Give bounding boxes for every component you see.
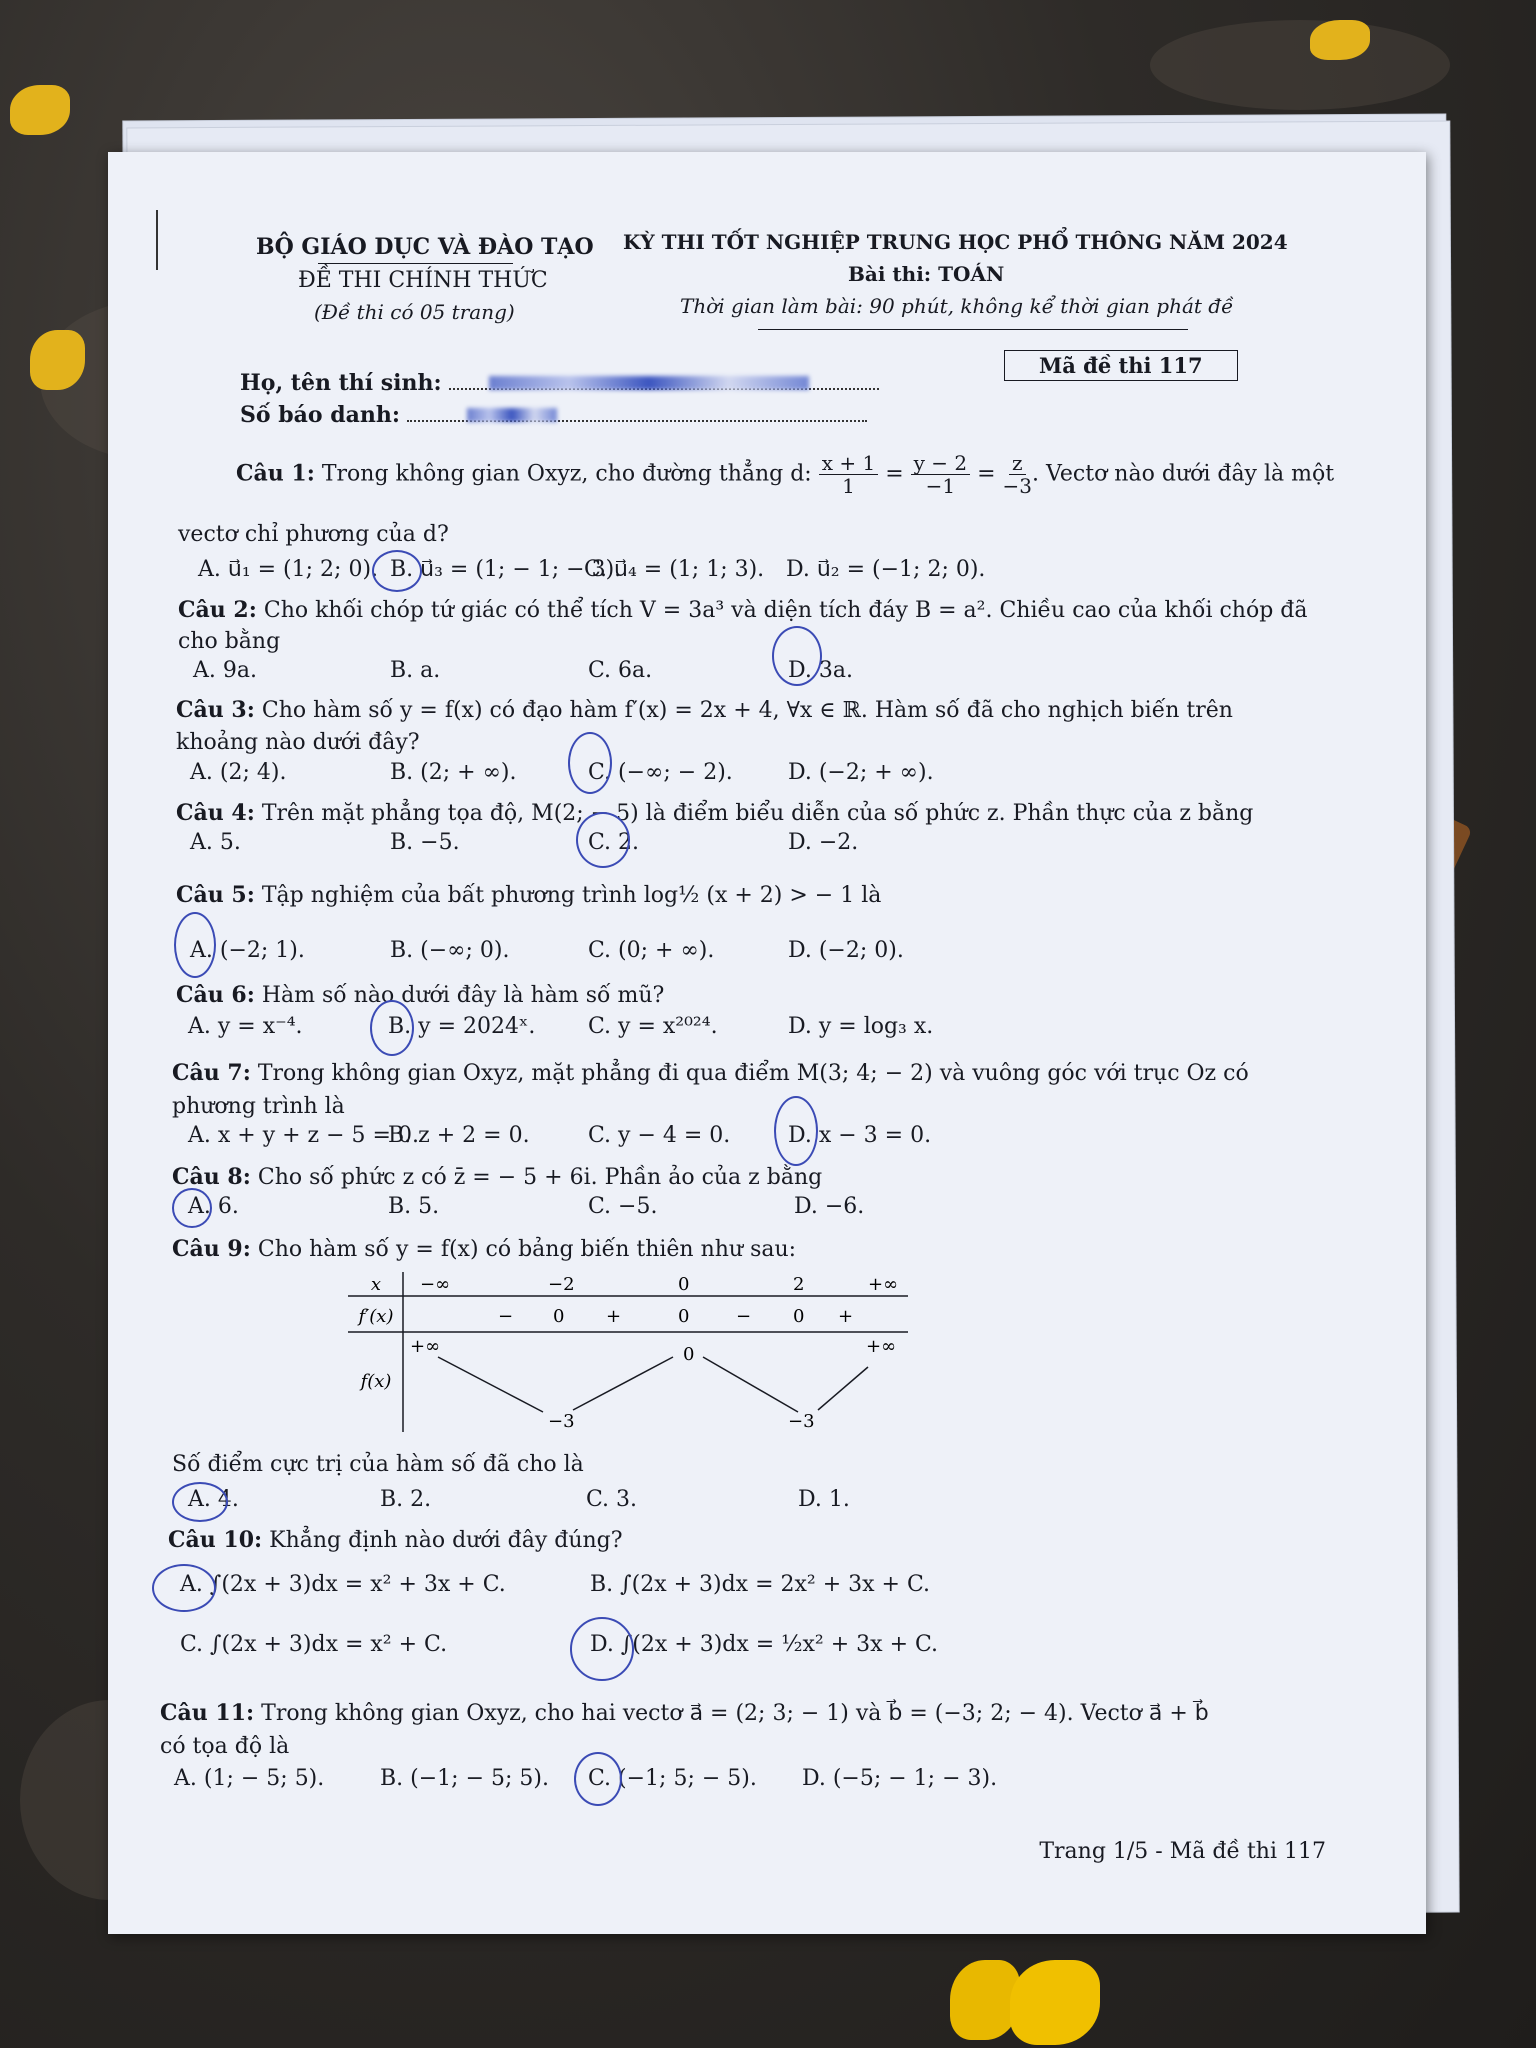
answer-mark [172, 1188, 212, 1228]
question-text: Cho số phức z có z̄ = − 5 + 6i. Phần ảo của z bằng [257, 1165, 823, 1190]
answer-mark [372, 550, 422, 592]
vt-x-value: −∞ [420, 1274, 451, 1295]
vt-f-value: −3 [548, 1411, 575, 1432]
option-d[interactable]: D. (−2; + ∞). [788, 760, 934, 785]
vt-x-value: 0 [678, 1274, 690, 1295]
question-6 [176, 982, 664, 1008]
question-label: Câu 4: [176, 800, 255, 826]
fraction [819, 452, 878, 497]
option-d[interactable]: D. x − 3 = 0. [788, 1123, 932, 1148]
question-8 [172, 1164, 822, 1190]
frac-den: −1 [925, 474, 956, 498]
option-b[interactable]: B. 5. [388, 1194, 440, 1219]
option-c[interactable]: C. ∫(2x + 3)dx = x² + C. [180, 1632, 448, 1657]
option-d[interactable]: D. y = log₃ x. [788, 1014, 934, 1039]
ministry-name: BỘ GIÁO DỤC VÀ ĐÀO TẠO [256, 234, 594, 260]
frac-den: 1 [842, 474, 855, 498]
question-7 [172, 1060, 1249, 1086]
option-d[interactable]: D. (−2; 0). [788, 938, 904, 963]
header-rule [318, 263, 513, 264]
option-c[interactable]: C. −5. [588, 1194, 658, 1219]
option-d[interactable]: D. 1. [798, 1487, 850, 1512]
question-4 [176, 800, 1253, 826]
frac-num: y − 2 [911, 452, 971, 475]
exam-code-box: Mã đề thi 117 [1004, 350, 1238, 381]
candidate-name-label: Họ, tên thí sinh: [240, 370, 442, 396]
vt-x-value: −2 [548, 1274, 575, 1295]
option-a[interactable]: A. (1; − 5; 5). [174, 1766, 325, 1791]
option-b[interactable]: B. a. [390, 658, 441, 683]
option-b[interactable]: B. −5. [390, 830, 460, 855]
answer-mark [570, 1617, 634, 1681]
question-text: vectơ chỉ phương của d? [178, 522, 449, 547]
question-9 [172, 1236, 796, 1262]
option-c[interactable]: C. 3. [586, 1487, 638, 1512]
question-text: Trong không gian Oxyz, cho đường thẳng d: [321, 461, 812, 487]
leaf-icon [30, 330, 85, 390]
option-b[interactable]: B. (−1; − 5; 5). [380, 1766, 549, 1791]
question-text: có tọa độ là [160, 1734, 290, 1759]
frac-den: −3 [1002, 474, 1033, 498]
candidate-id-field [407, 406, 867, 422]
option-c[interactable]: C. 6a. [588, 658, 653, 683]
candidate-id-row [240, 402, 867, 428]
redacted-name [489, 376, 809, 390]
candidate-name-row [240, 370, 879, 396]
vt-x-value: +∞ [868, 1274, 899, 1295]
vt-fprime-value: − [736, 1306, 752, 1327]
vt-fprime-value: 0 [793, 1306, 805, 1327]
option-c[interactable]: C. (−∞; − 2). [588, 760, 733, 785]
vt-fprime-label: f′(x) [358, 1306, 394, 1327]
question-text: Cho hàm số y = f(x) có bảng biến thiên như sau: [257, 1237, 797, 1262]
option-c[interactable]: C. (−1; 5; − 5). [588, 1766, 757, 1791]
ground-texture [1150, 20, 1450, 110]
option-a[interactable]: A. 4. [188, 1487, 239, 1512]
option-c[interactable]: C. (0; + ∞). [588, 938, 715, 963]
option-a[interactable]: A. ∫(2x + 3)dx = x² + 3x + C. [180, 1572, 506, 1597]
question-label: Câu 8: [172, 1164, 251, 1190]
option-d[interactable]: D. ∫(2x + 3)dx = ½x² + 3x + C. [590, 1632, 939, 1657]
option-c[interactable]: C. y − 4 = 0. [588, 1123, 731, 1148]
option-b[interactable]: B. (2; + ∞). [390, 760, 517, 785]
header-rule [758, 329, 1188, 330]
question-label: Câu 10: [168, 1527, 263, 1553]
option-d[interactable]: D. u⃗₂ = (−1; 2; 0). [786, 557, 986, 582]
question-text: Cho hàm số y = f(x) có đạo hàm f′(x) = 2x + 4, ∀x ∈ ℝ. Hàm số đã cho nghịch biến trên [261, 698, 1233, 723]
option-b[interactable]: B. (−∞; 0). [390, 938, 510, 963]
option-a[interactable]: A. 5. [190, 830, 241, 855]
option-b[interactable]: B. z + 2 = 0. [388, 1123, 530, 1148]
option-c[interactable]: C. 2. [588, 830, 640, 855]
exam-time: Thời gian làm bài: 90 phút, không kể thời gian phát đề [680, 294, 1234, 318]
question-text: Khẳng định nào dưới đây đúng? [269, 1528, 623, 1553]
question-text: Số điểm cực trị của hàm số đã cho là [172, 1452, 584, 1477]
candidate-id-label: Số báo danh: [240, 402, 400, 428]
question-11 [160, 1700, 1209, 1726]
vt-f-value: +∞ [866, 1336, 897, 1357]
option-b[interactable]: B. ∫(2x + 3)dx = 2x² + 3x + C. [590, 1572, 931, 1597]
option-a[interactable]: A. (2; 4). [190, 760, 287, 785]
vt-f-label: f(x) [360, 1371, 392, 1392]
option-a[interactable]: A. (−2; 1). [190, 938, 305, 963]
answer-mark [370, 1000, 414, 1056]
answer-mark [174, 912, 216, 978]
exam-subject: Bài thi: TOÁN [848, 262, 1005, 286]
variation-table [348, 1272, 908, 1432]
vt-fprime-value: 0 [678, 1306, 690, 1327]
option-d[interactable]: D. −6. [794, 1194, 865, 1219]
leaf-icon [1010, 1960, 1100, 2045]
question-10 [168, 1527, 623, 1553]
answer-mark [152, 1564, 216, 1612]
redacted-id [467, 408, 557, 422]
option-d[interactable]: D. −2. [788, 830, 859, 855]
vt-f-value: +∞ [410, 1336, 441, 1357]
question-text: Cho khối chóp tứ giác có thể tích V = 3a³ và diện tích đáy B = a². Chiều cao của khối chóp đã [263, 598, 1308, 623]
fraction [911, 452, 971, 497]
answer-mark [172, 1482, 228, 1522]
official-label: ĐỀ THI CHÍNH THỨC [298, 268, 548, 293]
option-a[interactable]: A. y = x⁻⁴. [188, 1014, 303, 1039]
question-text: Tập nghiệm của bất phương trình log½ (x + 2) > − 1 là [261, 883, 882, 908]
vt-fprime-value: + [606, 1306, 622, 1327]
question-text: Trên mặt phẳng tọa độ, M(2; − 5) là điểm biểu diễn của số phức z. Phần thực của z bằng [261, 801, 1254, 826]
question-label: Câu 2: [178, 597, 257, 623]
question-text: Trong không gian Oxyz, mặt phẳng đi qua điểm M(3; 4; − 2) và vuông góc với trục Oz có [257, 1061, 1249, 1086]
option-b[interactable]: B. 2. [380, 1487, 432, 1512]
question-text: Hàm số nào dưới đây là hàm số mũ? [261, 983, 665, 1008]
exam-title: KỲ THI TỐT NGHIỆP TRUNG HỌC PHỔ THÔNG NĂM 2024 [623, 230, 1288, 254]
option-a[interactable]: A. u⃗₁ = (1; 2; 0). [198, 557, 379, 582]
option-a[interactable]: A. 6. [188, 1194, 239, 1219]
option-d[interactable]: D. (−5; − 1; − 3). [802, 1766, 998, 1791]
question-text: cho bằng [178, 629, 281, 654]
page-count: (Đề thi có 05 trang) [314, 300, 515, 324]
question-1: Câu 1: Trong không gian Oxyz, cho đường thẳng d: $\frac{x + 1}{1}$ = $\frac{y - 2}{-1}$ = $\frac{z}{-3}$ . Vectơ nào dưới đây là một [236, 451, 1335, 498]
candidate-name-field [449, 374, 879, 390]
frac-num: z [1009, 452, 1026, 475]
option-d[interactable]: D. 3a. [788, 658, 853, 683]
answer-mark [774, 1096, 818, 1166]
vt-fprime-value: + [838, 1306, 854, 1327]
question-text: khoảng nào dưới đây? [176, 730, 420, 755]
frac-num: x + 1 [819, 452, 878, 475]
vt-arrows [438, 1357, 868, 1412]
leaf-icon [1310, 20, 1370, 60]
answer-mark [568, 732, 612, 794]
option-c[interactable]: C. y = x²⁰²⁴. [588, 1014, 718, 1039]
question-label: Câu 7: [172, 1060, 251, 1086]
option-a[interactable]: A. 9a. [193, 658, 257, 683]
question-label: Câu 3: [176, 697, 255, 723]
question-label: Câu 6: [176, 982, 255, 1008]
page-footer: Trang 1/5 - Mã đề thi 117 [1039, 1839, 1326, 1864]
question-2 [178, 597, 1307, 623]
question-label: Câu 9: [172, 1236, 251, 1262]
question-text: . Vectơ nào dưới đây là một [1032, 461, 1335, 487]
question-label: Câu 5: [176, 882, 255, 908]
question-label: Câu 11: [160, 1700, 255, 1726]
vt-f-value: −3 [788, 1411, 815, 1432]
fraction [1003, 452, 1032, 497]
leaf-icon [10, 85, 70, 135]
answer-mark [772, 626, 822, 686]
option-c[interactable]: C. u⃗₄ = (1; 1; 3). [584, 557, 765, 582]
vt-x-label: x [370, 1274, 382, 1295]
vt-f-value: 0 [683, 1344, 695, 1365]
question-5 [176, 882, 881, 908]
option-a[interactable]: A. x + y + z − 5 = 0. [188, 1123, 419, 1148]
answer-mark [576, 812, 630, 868]
option-b[interactable]: B. y = 2024ˣ. [388, 1014, 536, 1039]
question-label: Câu 1: [236, 460, 315, 487]
vt-fprime-value: − [498, 1306, 514, 1327]
exam-page [108, 152, 1426, 1934]
vt-x-value: 2 [793, 1274, 805, 1295]
option-b[interactable]: B. u⃗₃ = (1; − 1; − 3). [390, 557, 622, 582]
vt-fprime-value: 0 [553, 1306, 565, 1327]
question-text: Trong không gian Oxyz, cho hai vectơ a⃗ = (2; 3; − 1) và b⃗ = (−3; 2; − 4). Vectơ a⃗ + b⃗ [261, 1701, 1209, 1726]
question-text: phương trình là [172, 1094, 345, 1119]
staple-mark [156, 210, 158, 270]
question-3 [176, 697, 1233, 723]
answer-mark [574, 1752, 622, 1806]
